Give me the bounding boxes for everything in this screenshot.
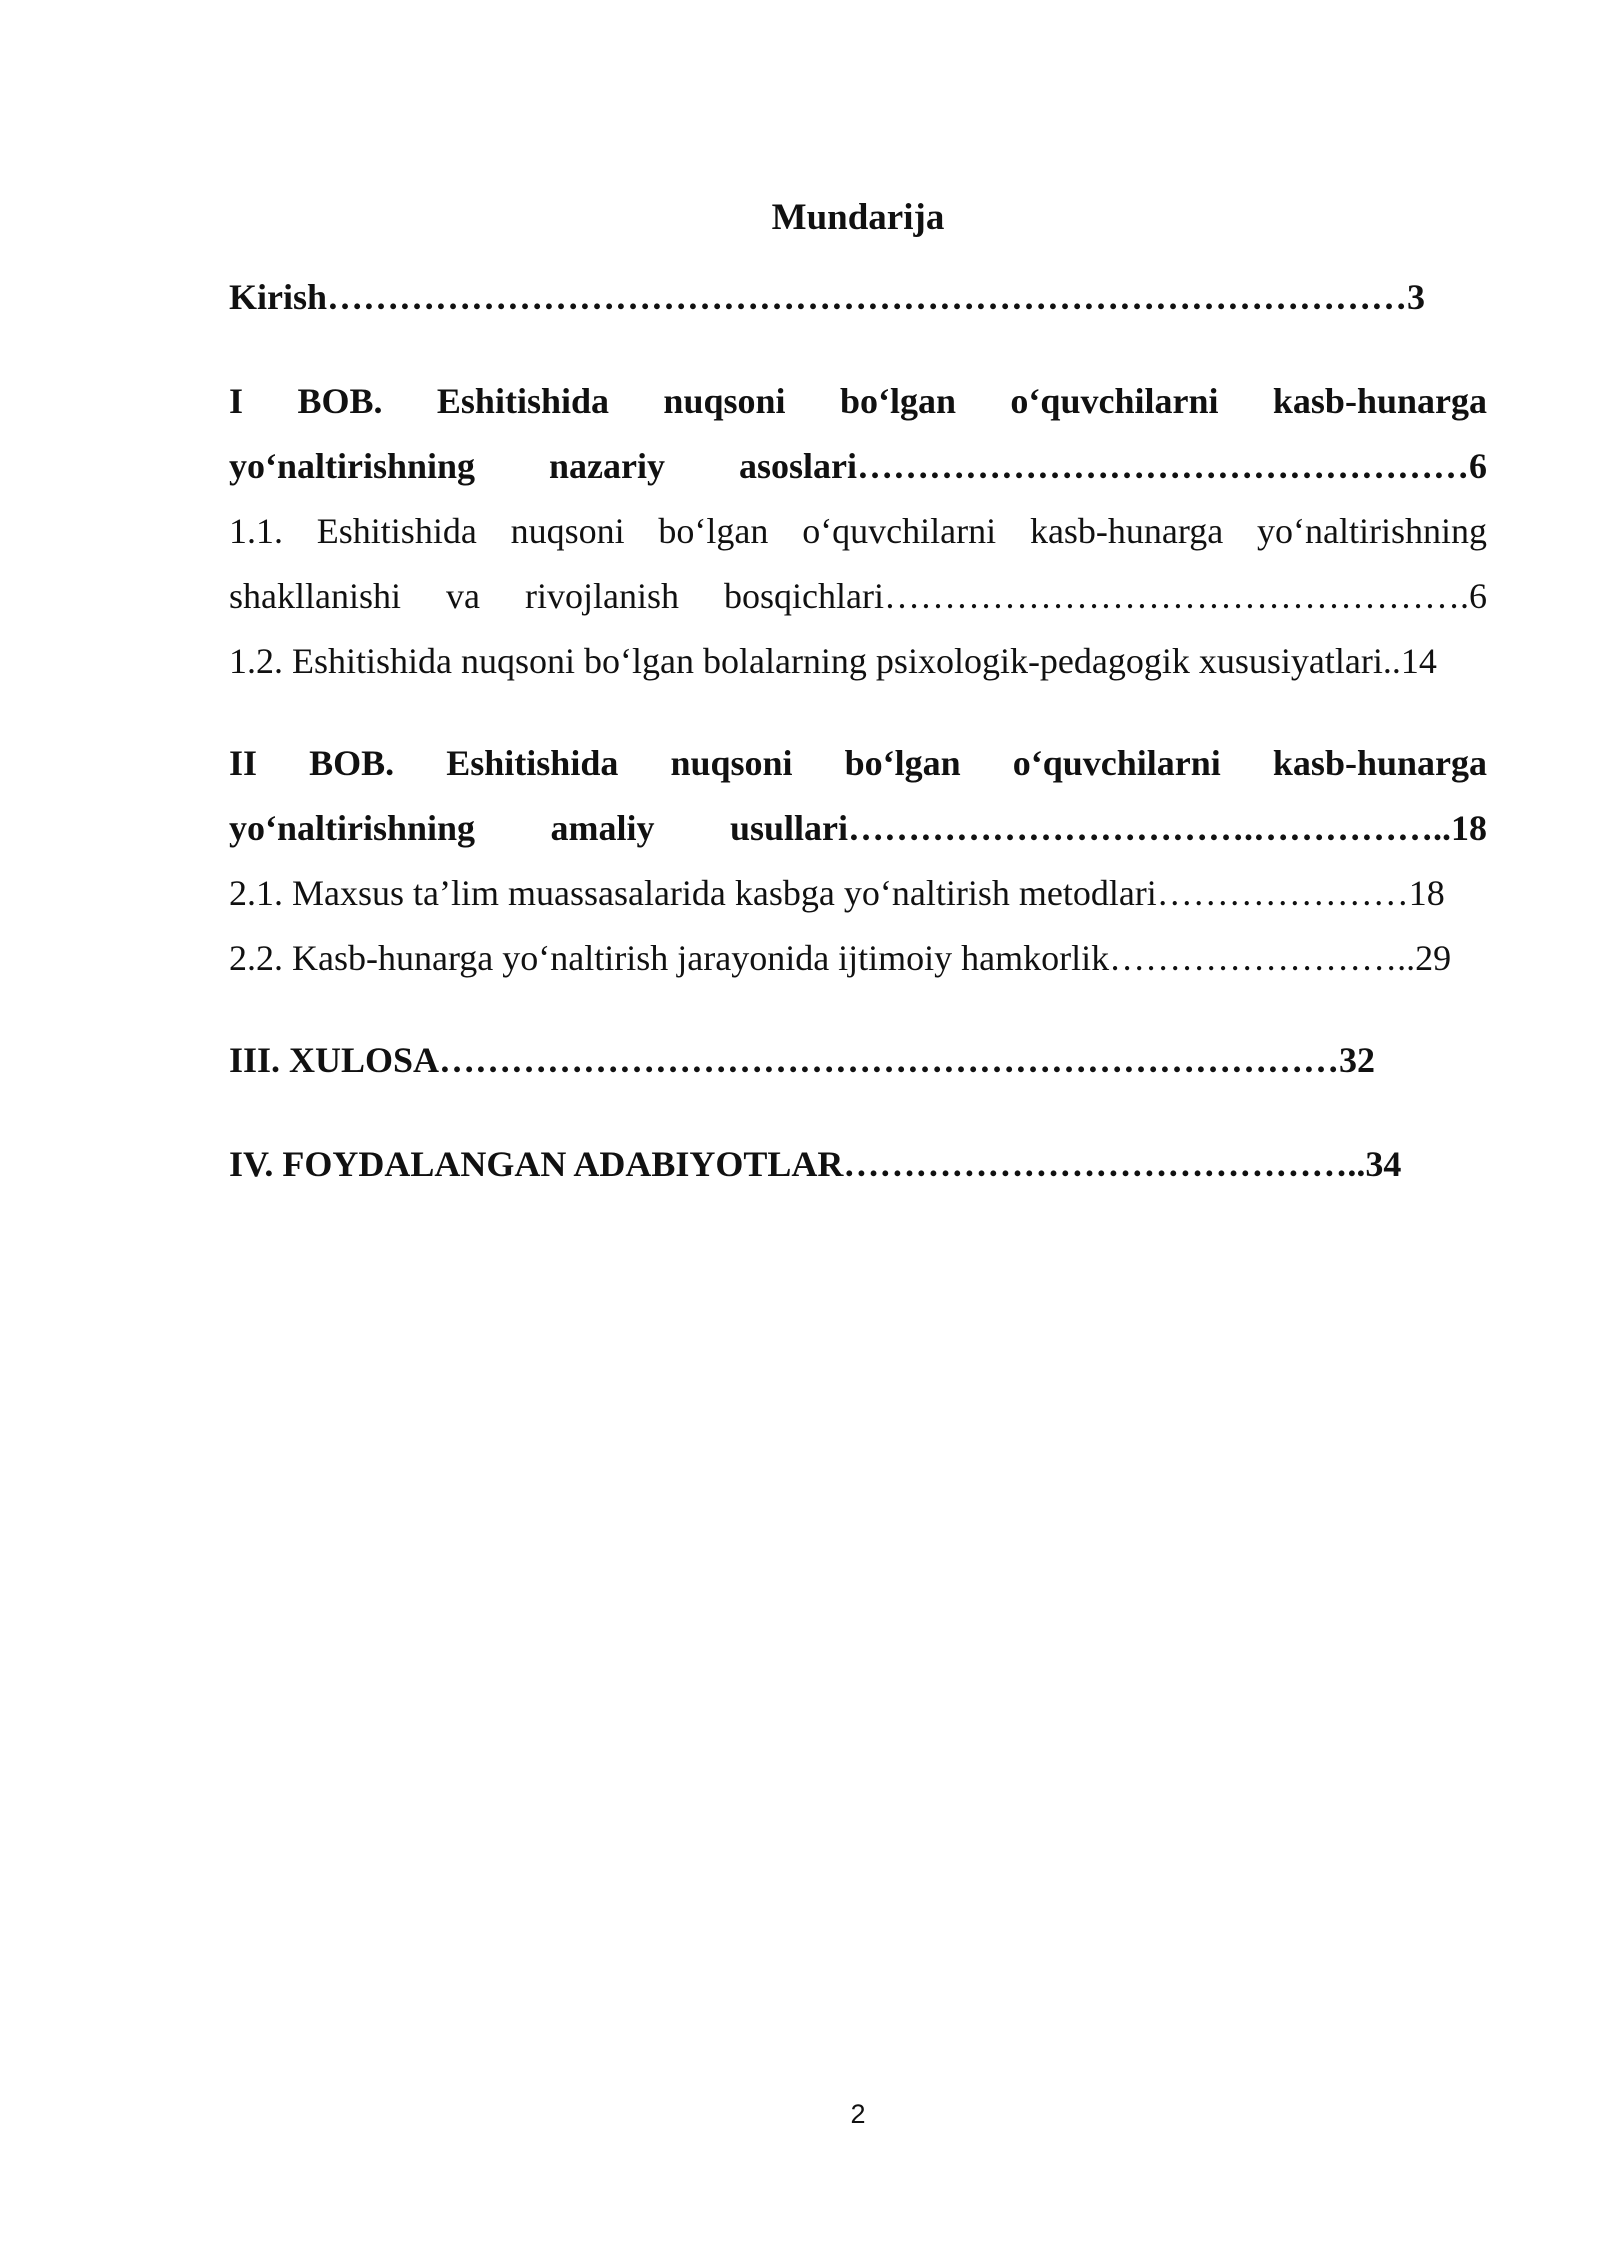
toc-entry-xulosa: III. XULOSA…………………………………………………………………32 [229,1040,1376,1080]
page-number: 2 [850,2099,866,2129]
toc-entry-bob2-line1: II BOB. Eshitishida nuqsoni bo‘lgan o‘quvchilarni kasb-hunarga [229,743,1487,783]
toc-entry-bob1-line1: I BOB. Eshitishida nuqsoni bo‘lgan o‘quvchilarni kasb-hunarga [229,381,1487,421]
toc-entry-1-2: 1.2. Eshitishida nuqsoni bo‘lgan bolalarning psixologik-pedagogik xususiyatlari..14 [229,641,1437,681]
toc-entry-2-1: 2.1. Maxsus ta’lim muassasalarida kasbga yo‘naltirish metodlari…………………18 [229,873,1445,913]
toc-entry-kirish: Kirish………………………………………………………………………………3 [229,277,1426,317]
toc-entry-adabiyotlar: IV. FOYDALANGAN ADABIYOTLAR……………………………………..34 [229,1144,1402,1184]
toc-entry-2-2: 2.2. Kasb-hunarga yo‘naltirish jarayonida ijtimoiy hamkorlik……………………..29 [229,938,1452,978]
toc-entry-bob1-line2: yo‘naltirishning nazariy asoslari……………………………………………6 [229,446,1487,486]
toc-entry-1-1-line1: 1.1. Eshitishida nuqsoni bo‘lgan o‘quvchilarni kasb-hunarga yo‘naltirishning [229,511,1487,551]
toc-entry-1-1-line2: shakllanishi va rivojlanish bosqichlari………………………………………….6 [229,576,1487,616]
page-title: Mundarija [771,197,945,238]
toc-entry-bob2-line2: yo‘naltirishning amaliy usullari…………………………….……………..18 [229,808,1487,848]
